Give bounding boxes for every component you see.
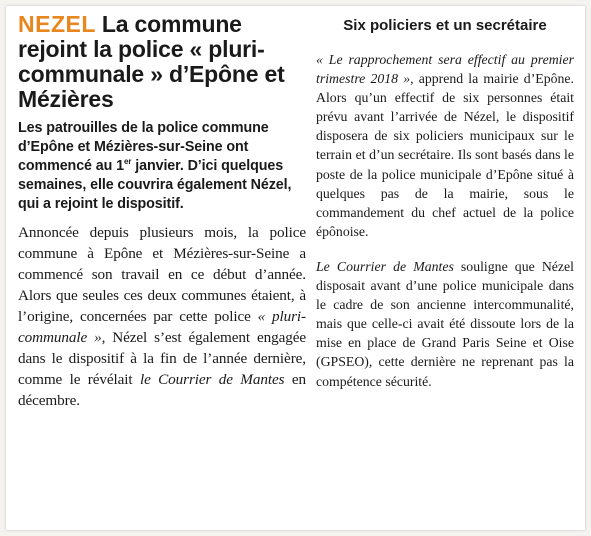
body-right-text-1: , apprend la mairie d’Epône. Alors qu’un effectif de six personnes était prévu avant l’arrivée de Nézel, le dispositif disposera de six policiers municipaux sur le terrain et d’un secrétaire. Ils sont basés dans le poste de la police municipale d’Epône situé à quelques pas de la mairie, sous le commandement du chef actuel de la police épônoise. <box>316 71 574 239</box>
body-right-paragraph-2 <box>316 257 574 391</box>
lede-main: Les patrouilles de la police commune d’Epône et Mézières-sur-Seine ont commencé au 1 <box>18 120 269 174</box>
source-italic: Le Courrier de Mantes <box>316 258 454 274</box>
body-left-text-3: en décembre. <box>18 371 306 409</box>
left-column <box>18 12 306 411</box>
lede-superscript: er <box>123 157 132 167</box>
body-left-text-1: Annoncée depuis plusieurs mois, la police commune à Epône et Mézières-sur-Seine a commencé son travail en ce début d’année. Alors que seules ces deux communes étaient, à l’origine, concernées par cette police <box>18 224 306 325</box>
subheading: Six policiers et un secrétaire <box>343 17 547 34</box>
lede-rest: janvier. D’ici quelques semaines, elle couvrira également Nézel, qui a rejoint le dispositif. <box>18 158 292 212</box>
headline <box>18 12 306 112</box>
body-right-text-2: souligne que Nézel disposait avant d’une police municipale dans le cadre de son ancienne intercommunalité, mais que celle-ci avait été dissoute lors de la mise en place de Grand Paris Seine et Oise (GPSEO), cette dernière ne reprenant pas la compétence sécurité. <box>316 258 574 389</box>
body-left-italic-1: « pluri-communale » <box>18 308 306 346</box>
body-left-text-2: , Nézel s’est également engagée dans le dispositif à la fin de l’année dernière, comme le révélait <box>18 329 306 388</box>
body-right-paragraph-1 <box>316 50 574 241</box>
right-column <box>316 16 574 391</box>
body-left-paragraph <box>18 222 306 411</box>
headline-text: La commune rejoint la police « pluri-communale » d’Epône et Mézières <box>18 11 285 112</box>
kicker: NEZEL <box>18 11 96 37</box>
lede <box>18 119 306 214</box>
body-left-italic-2: le Courrier de Mantes <box>139 371 285 388</box>
quote-italic: « Le rapprochement sera effectif au premier trimestre 2018 » <box>316 52 574 87</box>
article-page <box>6 6 585 530</box>
